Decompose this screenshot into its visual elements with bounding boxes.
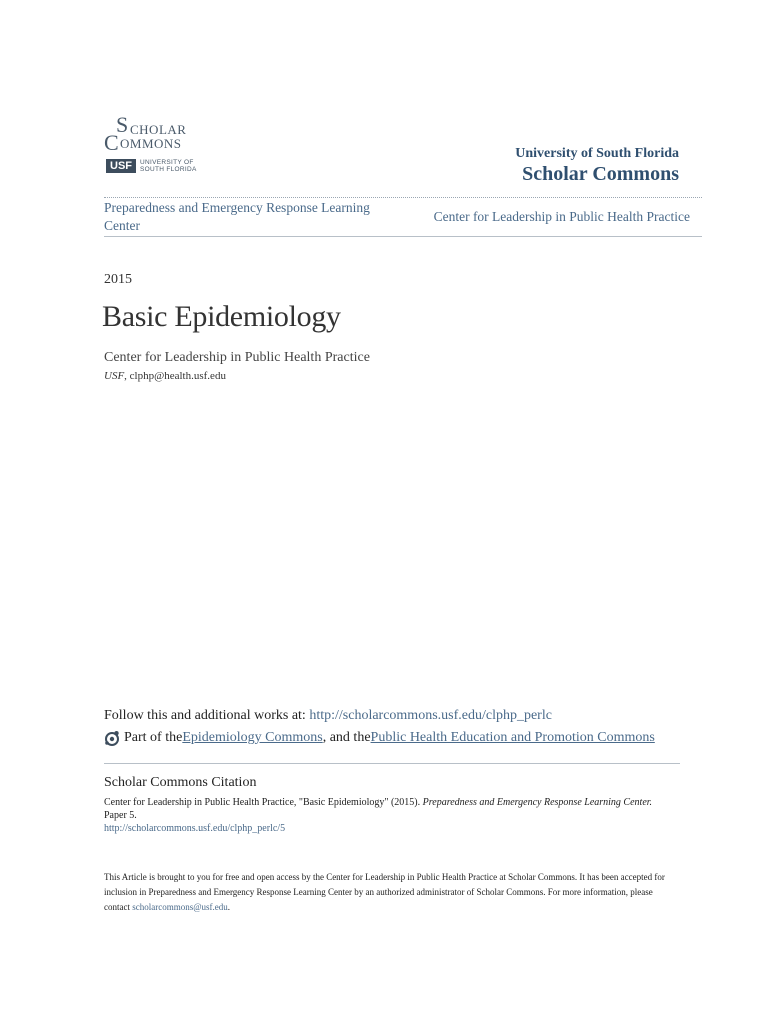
- follow-label: Follow this and additional works at:: [104, 708, 310, 723]
- follow-line: [104, 708, 552, 724]
- author-affiliation: [104, 370, 226, 382]
- part-of-line: [104, 730, 655, 746]
- collection-divider: [104, 236, 702, 237]
- affiliation-email: , clphp@health.usf.edu: [124, 370, 226, 382]
- logo-c: C: [104, 130, 120, 155]
- usf-line-1: UNIVERSITY OF: [140, 159, 194, 166]
- citation-collection: Preparedness and Emergency Response Learning Center.: [422, 797, 653, 808]
- citation-paper: Paper 5.: [104, 810, 137, 821]
- citation-divider: [104, 763, 680, 764]
- header-divider: [104, 197, 702, 198]
- citation-plain: Center for Leadership in Public Health Practice, "Basic Epidemiology" (2015).: [104, 797, 423, 808]
- repository-name: Scholar Commons: [522, 163, 679, 185]
- logo-ommons: OMMONS: [120, 136, 182, 151]
- publication-year: 2015: [104, 272, 132, 287]
- follow-url-link[interactable]: http://scholarcommons.usf.edu/clphp_perlc: [309, 708, 552, 723]
- notice-text: This Article is brought to you for free and open access by the Center for Leadership in Public Health Practice at Scholar Commons. It has been accepted for inclusion in Preparedness and Emergency Response Learning Center by an authorized administrator of Scholar Commons. For more information, please contact: [104, 872, 665, 912]
- access-notice: [104, 870, 679, 915]
- contact-email-link[interactable]: scholarcommons@usf.edu: [132, 902, 228, 912]
- department-link[interactable]: Center for Leadership in Public Health Practice: [433, 209, 690, 224]
- citation-heading: Scholar Commons Citation: [104, 775, 257, 790]
- logo-cholar: CHOLAR: [130, 122, 187, 137]
- scholar-commons-logo: [104, 114, 214, 180]
- university-name: University of South Florida: [515, 146, 679, 161]
- author-name: Center for Leadership in Public Health Practice: [104, 350, 370, 365]
- citation-url-link[interactable]: http://scholarcommons.usf.edu/clphp_perlc/5: [104, 823, 286, 834]
- affiliation-org: USF: [104, 370, 125, 382]
- and-label: , and the: [322, 730, 371, 745]
- part-of-label: Part of the: [124, 730, 183, 745]
- usf-wordmark: [140, 159, 197, 173]
- usf-line-2: SOUTH FLORIDA: [140, 166, 197, 173]
- usf-badge: USF: [106, 159, 136, 173]
- epidemiology-commons-link[interactable]: Epidemiology Commons: [182, 730, 323, 745]
- logo-s: S: [116, 112, 129, 137]
- citation-text: [104, 796, 684, 822]
- article-title: Basic Epidemiology: [102, 300, 341, 333]
- notice-end: .: [227, 902, 231, 912]
- collection-link[interactable]: Preparedness and Emergency Response Learning Center: [104, 200, 370, 233]
- public-health-commons-link[interactable]: Public Health Education and Promotion Commons: [370, 730, 655, 745]
- network-icon: [104, 730, 120, 746]
